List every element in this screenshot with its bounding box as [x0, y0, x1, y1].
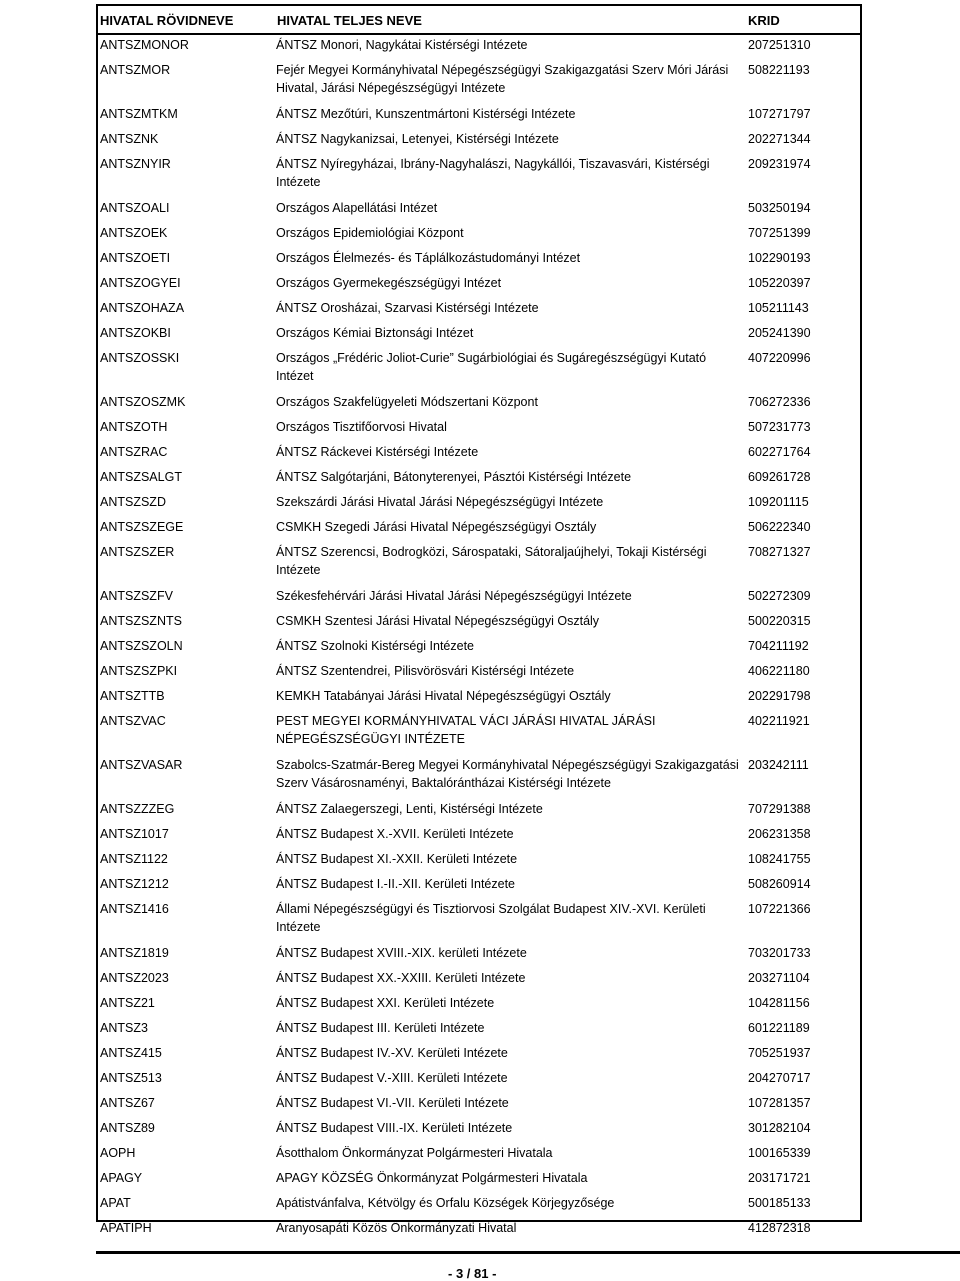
table-row — [98, 248, 860, 273]
cell-full-name: KEMKH Tatabányai Járási Hivatal Népegészségügyi Osztály — [276, 689, 611, 703]
cell-krid: 301282104 — [748, 1121, 811, 1135]
cell-krid: 108241755 — [748, 852, 811, 866]
cell-short-name: ANTSZMTKM — [100, 107, 178, 121]
table-row — [98, 799, 860, 824]
table-row — [98, 104, 860, 129]
cell-full-name: ÁNTSZ Nyíregyházai, Ibrány-Nagyhalászi, Nagykállói, Tiszavasvári, Kistérségi Intézete — [276, 157, 710, 189]
cell-krid: 109201115 — [748, 495, 809, 509]
table-row — [98, 34, 860, 60]
table-row — [98, 661, 860, 686]
table-row — [98, 154, 860, 198]
cell-krid: 203171721 — [748, 1171, 811, 1185]
table-row — [98, 1143, 860, 1168]
header-krid: KRID — [746, 6, 860, 34]
cell-short-name: ANTSZOALI — [100, 201, 170, 215]
cell-full-name: Országos Élelmezés- és Táplálkozástudományi Intézet — [276, 251, 581, 265]
cell-full-name: ÁNTSZ Szerencsi, Bodrogközi, Sárospataki, Sátoraljaújhelyi, Tokaji Kistérségi Intézete — [276, 545, 707, 577]
table-row — [98, 442, 860, 467]
cell-full-name: Országos Epidemiológiai Központ — [276, 226, 464, 240]
cell-full-name: Székesfehérvári Járási Hivatal Járási Népegészségügyi Intézete — [276, 589, 632, 603]
table-row — [98, 586, 860, 611]
cell-short-name: ANTSZOSSKI — [100, 351, 180, 365]
cell-short-name: ANTSZ3 — [100, 1021, 148, 1035]
cell-krid: 602271764 — [748, 445, 811, 459]
cell-full-name: Szabolcs-Szatmár-Bereg Megyei Kormányhivatal Népegészségügyi Szakigazgatási Szerv Vásárosnaményi, Baktalórántházai Kistérségi Intézete — [276, 758, 739, 790]
cell-krid: 500185133 — [748, 1196, 811, 1210]
table-row — [98, 223, 860, 248]
cell-full-name: ÁNTSZ Budapest III. Kerületi Intézete — [276, 1021, 485, 1035]
cell-short-name: ANTSZSZPKI — [100, 664, 178, 678]
table-row — [98, 417, 860, 442]
cell-krid: 502272309 — [748, 589, 811, 603]
cell-short-name: ANTSZOHAZA — [100, 301, 185, 315]
table-row — [98, 849, 860, 874]
cell-krid: 703201733 — [748, 946, 811, 960]
cell-full-name: ÁNTSZ Budapest I.-II.-XII. Kerületi Intézete — [276, 877, 515, 891]
cell-full-name: ÁNTSZ Nagykanizsai, Letenyei, Kistérségi Intézete — [276, 132, 559, 146]
cell-short-name: ANTSZ1212 — [100, 877, 169, 891]
table-row — [98, 1168, 860, 1193]
cell-krid: 708271327 — [748, 545, 811, 559]
cell-short-name: ANTSZSZFV — [100, 589, 173, 603]
cell-short-name: ANTSZOGYEI — [100, 276, 181, 290]
cell-full-name: Országos Alapellátási Intézet — [276, 201, 438, 215]
cell-short-name: ANTSZSZER — [100, 545, 175, 559]
cell-krid: 704211192 — [748, 639, 809, 653]
table-row — [98, 1118, 860, 1143]
cell-short-name: ANTSZ2023 — [100, 971, 169, 985]
cell-full-name: Országos Gyermekegészségügyi Intézet — [276, 276, 502, 290]
table-row — [98, 273, 860, 298]
cell-short-name: ANTSZ1416 — [100, 902, 169, 916]
cell-short-name: APAGY — [100, 1171, 143, 1185]
cell-short-name: ANTSZSZNTS — [100, 614, 182, 628]
cell-short-name: AOPH — [100, 1146, 136, 1160]
cell-krid: 107281357 — [748, 1096, 811, 1110]
table-row — [98, 467, 860, 492]
cell-full-name: ÁNTSZ Budapest V.-XIII. Kerületi Intézete — [276, 1071, 508, 1085]
table-row — [98, 899, 860, 943]
cell-full-name: ÁNTSZ Monori, Nagykátai Kistérségi Intézete — [276, 38, 528, 52]
table-row — [98, 943, 860, 968]
cell-full-name: PEST MEGYEI KORMÁNYHIVATAL VÁCI JÁRÁSI HIVATAL JÁRÁSI NÉPEGÉSZSÉGÜGYI INTÉZETE — [276, 714, 656, 746]
cell-full-name: Aranyosapáti Közös Önkormányzati Hivatal — [276, 1221, 517, 1235]
cell-krid: 207251310 — [748, 38, 811, 52]
table-row — [98, 323, 860, 348]
cell-full-name: APAGY KÖZSÉG Önkormányzat Polgármesteri Hivatala — [276, 1171, 588, 1185]
table-header-row — [98, 6, 860, 34]
table-row — [98, 874, 860, 899]
table-row — [98, 1043, 860, 1068]
cell-full-name: ÁNTSZ Salgótarjáni, Bátonyterenyei, Pásztói Kistérségi Intézete — [276, 470, 632, 484]
cell-short-name: ANTSZ513 — [100, 1071, 162, 1085]
cell-full-name: CSMKH Szentesi Járási Hivatal Népegészségügyi Osztály — [276, 614, 600, 628]
table-body — [98, 34, 860, 1243]
cell-full-name: ÁNTSZ Budapest VI.-VII. Kerületi Intézete — [276, 1096, 509, 1110]
cell-krid: 100165339 — [748, 1146, 811, 1160]
cell-krid: 706272336 — [748, 395, 811, 409]
cell-short-name: ANTSZOTH — [100, 420, 168, 434]
header-short-name: HIVATAL RÖVIDNEVE — [98, 6, 275, 34]
cell-full-name: ÁNTSZ Mezőtúri, Kunszentmártoni Kistérségi Intézete — [276, 107, 576, 121]
table-row — [98, 542, 860, 586]
cell-krid: 204270717 — [748, 1071, 811, 1085]
cell-krid: 506222340 — [748, 520, 811, 534]
table-row — [98, 711, 860, 755]
cell-short-name: ANTSZTTB — [100, 689, 165, 703]
table-row — [98, 1193, 860, 1218]
cell-full-name: Országos Szakfelügyeleti Módszertani Központ — [276, 395, 538, 409]
cell-short-name: APAT — [100, 1196, 131, 1210]
table-row — [98, 993, 860, 1018]
cell-krid: 508221193 — [748, 63, 810, 77]
header-full-name: HIVATAL TELJES NEVE — [275, 6, 746, 34]
cell-full-name: ÁNTSZ Ráckevei Kistérségi Intézete — [276, 445, 479, 459]
cell-short-name: ANTSZVASAR — [100, 758, 183, 772]
cell-full-name: Apátistvánfalva, Kétvölgy és Orfalu Községek Körjegyzősége — [276, 1196, 615, 1210]
cell-full-name: ÁNTSZ Szolnoki Kistérségi Intézete — [276, 639, 474, 653]
cell-short-name: ANTSZRAC — [100, 445, 168, 459]
cell-full-name: ÁNTSZ Szentendrei, Pilisvörösvári Kistérségi Intézete — [276, 664, 575, 678]
cell-short-name: ANTSZOSZMK — [100, 395, 186, 409]
cell-krid: 705251937 — [748, 1046, 811, 1060]
page-number: - 3 / 81 - — [448, 1266, 497, 1281]
cell-krid: 707251399 — [748, 226, 811, 240]
cell-full-name: ÁNTSZ Budapest XI.-XXII. Kerületi Intézete — [276, 852, 518, 866]
cell-krid: 707291388 — [748, 802, 811, 816]
cell-short-name: ANTSZ1017 — [100, 827, 169, 841]
cell-short-name: ANTSZMOR — [100, 63, 171, 77]
cell-full-name: Országos Tisztifőorvosi Hivatal — [276, 420, 447, 434]
table-row — [98, 1068, 860, 1093]
cell-full-name: CSMKH Szegedi Járási Hivatal Népegészségügyi Osztály — [276, 520, 597, 534]
cell-full-name: ÁNTSZ Budapest XX.-XXIII. Kerületi Intézete — [276, 971, 526, 985]
cell-krid: 601221189 — [748, 1021, 810, 1035]
cell-krid: 107221366 — [748, 902, 811, 916]
table-row — [98, 60, 860, 104]
cell-full-name: ÁNTSZ Budapest IV.-XV. Kerületi Intézete — [276, 1046, 508, 1060]
table-row — [98, 686, 860, 711]
cell-full-name: ÁNTSZ Zalaegerszegi, Lenti, Kistérségi Intézete — [276, 802, 543, 816]
cell-short-name: ANTSZ89 — [100, 1121, 155, 1135]
cell-krid: 406221180 — [748, 664, 810, 678]
cell-full-name: ÁNTSZ Budapest XVIII.-XIX. kerületi Intézete — [276, 946, 527, 960]
table-row — [98, 129, 860, 154]
table-row — [98, 824, 860, 849]
cell-full-name: Szekszárdi Járási Hivatal Járási Népegészségügyi Intézete — [276, 495, 604, 509]
cell-short-name: ANTSZNYIR — [100, 157, 171, 171]
table-row — [98, 492, 860, 517]
cell-short-name: APATIPH — [100, 1221, 152, 1235]
cell-krid: 202271344 — [748, 132, 811, 146]
cell-short-name: ANTSZOETI — [100, 251, 171, 265]
table-row — [98, 636, 860, 661]
institution-table-frame — [96, 4, 862, 1235]
cell-short-name: ANTSZ415 — [100, 1046, 162, 1060]
cell-short-name: ANTSZ67 — [100, 1096, 155, 1110]
cell-krid: 202291798 — [748, 689, 811, 703]
table-row — [98, 1093, 860, 1118]
cell-krid: 203271104 — [748, 971, 810, 985]
footer-rule — [96, 1251, 960, 1254]
cell-full-name: Állami Népegészségügyi és Tisztiorvosi Szolgálat Budapest XIV.-XVI. Kerületi Intézete — [276, 902, 706, 934]
table-row — [98, 1018, 860, 1043]
cell-krid: 107271797 — [748, 107, 811, 121]
cell-krid: 402211921 — [748, 714, 810, 728]
cell-short-name: ANTSZNK — [100, 132, 159, 146]
cell-short-name: ANTSZVAC — [100, 714, 166, 728]
cell-krid: 105211143 — [748, 301, 809, 315]
cell-short-name: ANTSZSZOLN — [100, 639, 183, 653]
cell-krid: 407220996 — [748, 351, 811, 365]
cell-krid: 105220397 — [748, 276, 811, 290]
cell-krid: 503250194 — [748, 201, 811, 215]
cell-full-name: Fejér Megyei Kormányhivatal Népegészségügyi Szakigazgatási Szerv Móri Járási Hivatal, Járási Népegészségügyi Intézete — [276, 63, 729, 95]
cell-krid: 609261728 — [748, 470, 811, 484]
cell-krid: 205241390 — [748, 326, 811, 340]
table-row — [98, 755, 860, 799]
cell-short-name: ANTSZ21 — [100, 996, 155, 1010]
cell-krid: 508260914 — [748, 877, 811, 891]
cell-krid: 104281156 — [748, 996, 810, 1010]
cell-short-name: ANTSZOEK — [100, 226, 168, 240]
cell-short-name: ANTSZ1122 — [100, 852, 168, 866]
table-row — [98, 298, 860, 323]
cell-krid: 412872318 — [748, 1221, 811, 1235]
table-row — [98, 1218, 860, 1243]
cell-short-name: ANTSZMONOR — [100, 38, 189, 52]
cell-short-name: ANTSZZZEG — [100, 802, 175, 816]
cell-krid: 500220315 — [748, 614, 811, 628]
cell-short-name: ANTSZSALGT — [100, 470, 182, 484]
cell-short-name: ANTSZSZEGE — [100, 520, 184, 534]
cell-full-name: ÁNTSZ Budapest VIII.-IX. Kerületi Intézete — [276, 1121, 513, 1135]
cell-full-name: Országos „Frédéric Joliot-Curie” Sugárbiológiai és Sugáregészségügyi Kutató Intézet — [276, 351, 707, 383]
cell-full-name: ÁNTSZ Budapest XXI. Kerületi Intézete — [276, 996, 495, 1010]
cell-krid: 206231358 — [748, 827, 811, 841]
cell-krid: 209231974 — [748, 157, 811, 171]
table-row — [98, 348, 860, 392]
cell-short-name: ANTSZOKBI — [100, 326, 171, 340]
cell-full-name: Ásotthalom Önkormányzat Polgármesteri Hivatala — [276, 1146, 553, 1160]
cell-full-name: Országos Kémiai Biztonsági Intézet — [276, 326, 474, 340]
table-row — [98, 517, 860, 542]
table-row — [98, 392, 860, 417]
cell-short-name: ANTSZSZD — [100, 495, 166, 509]
cell-krid: 102290193 — [748, 251, 811, 265]
institution-table — [98, 6, 860, 1243]
cell-krid: 507231773 — [748, 420, 811, 434]
cell-full-name: ÁNTSZ Budapest X.-XVII. Kerületi Intézete — [276, 827, 514, 841]
table-row — [98, 198, 860, 223]
table-row — [98, 968, 860, 993]
cell-full-name: ÁNTSZ Orosházai, Szarvasi Kistérségi Intézete — [276, 301, 539, 315]
cell-krid: 203242111 — [748, 758, 809, 772]
cell-short-name: ANTSZ1819 — [100, 946, 169, 960]
table-row — [98, 611, 860, 636]
